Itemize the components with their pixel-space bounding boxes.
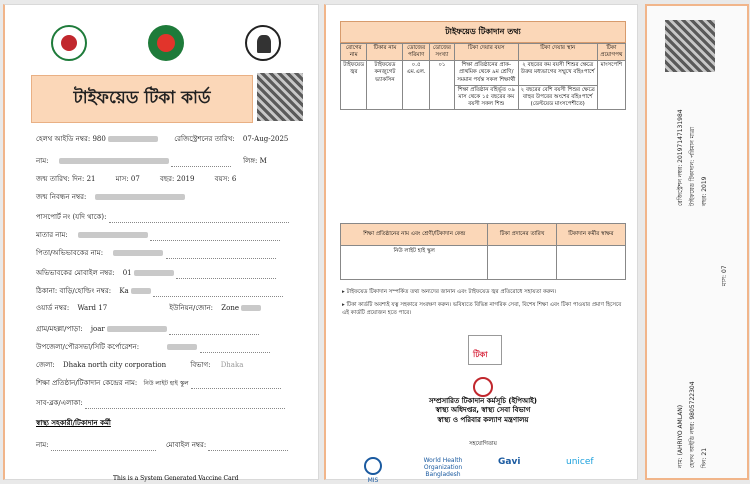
stub-info: টাইফয়েড টিকাদান: পরিমান মাত্রা [689, 127, 696, 206]
birth-reg-row: জন্ম নিবন্ধন নম্বর: [36, 191, 185, 203]
table-header: টিকা প্রদানের তারিখ [488, 224, 556, 246]
table-header: টিকা প্রয়োগপথ [597, 44, 625, 61]
health-id-row: হেলথ আইডি নম্বর: 980 রেজিস্ট্রেশনের তারিখ: 07-Aug-2025 [36, 135, 289, 143]
table-header: ডোজের পরিমাণ [403, 44, 430, 61]
dob-row: জন্ম তারিখ: দিন: 21 মাস: 07 বছর: 2019 বয়স: 6 [36, 175, 237, 183]
mis-logo-icon: MIS [364, 457, 382, 484]
institution-row: শিক্ষা প্রতিষ্ঠান/টিকাদান কেন্দ্রের নাম: নিউ লাইট হাই স্কুল [36, 377, 281, 389]
table-header: শিক্ষা প্রতিষ্ঠানের নাম এবং শ্রেণী/টিকাদান কেন্দ্র [341, 224, 488, 246]
mobile-row: অভিভাবকের মোবাইল নম্বর: 01 [36, 267, 276, 279]
card-care-note: ▸ টিকা কার্ডটি অবশ্যই যত্ন সহকারে সংরক্ষণ করুন। ভবিষ্যতে বিভিন্ন নাগরিক সেবা, বিশেষ শিক্ষা এবং টিকা পাওয়ার প্রমাণ হিসেবে এই কার্ডটি প্রয়োজন হতে পারে। [342, 302, 626, 317]
gavi-logo-icon: Gavi [498, 457, 521, 467]
epi-logo-icon [473, 377, 493, 397]
qr-code-icon [257, 73, 303, 121]
table-header: রোগের নাম [341, 44, 367, 61]
who-logo-icon: World Health Organization Bangladesh [423, 457, 463, 478]
subblock-row: সাব-ব্লক/এলাকা: [36, 397, 285, 409]
worker-row: নাম: মোবাইল নম্বর: [36, 439, 288, 451]
header-logos [51, 23, 281, 71]
name-row: নাম: লিঙ্গ: M [36, 157, 267, 165]
stub-health-id: হেলথ আইডি নম্বর: 9805722304 [689, 381, 696, 468]
district-row: জেলা: Dhaka north city corporation বিভাগ: Dhaka [36, 361, 244, 369]
mother-row: মাতার নাম: [36, 229, 280, 241]
organization-block: সম্প্রসারিত টিকাদান কর্মসূচি (ইপিআই) স্বাস্থ্য অধিদপ্তর, স্বাস্থ্য সেবা বিভাগ স্বাস্থ্য ও পরিবার কল্যাণ মন্ত্রণালয় [428, 397, 538, 424]
tika-logo-icon: টিকা [468, 335, 502, 365]
sex-value: M [259, 157, 267, 165]
stub-day: দিন: 21 [701, 447, 708, 468]
worker-section-title: স্বাস্থ্য সহকারী/টিকাদান কর্মী [36, 419, 111, 427]
dghs-logo-icon [51, 25, 87, 61]
epi-logo-icon [245, 25, 281, 61]
table-header: টিকা দেয়ার স্থান [518, 44, 597, 61]
village-row: গ্রাম/মহল্লা/পাড়া: joar [36, 323, 259, 335]
table-header: টিকা দেয়ার বয়স [454, 44, 518, 61]
stub-name: নাম: (AHRIYO AMLAN) [677, 404, 684, 468]
table-header: ডোজের সংখ্যা [429, 44, 454, 61]
ward-row: ওয়ার্ড নম্বর: Ward 17 ইউনিয়ন/জোন: Zone [36, 302, 261, 314]
upazila-row: উপজেলা/পৌরসভা/সিটি কর্পোরেশন: [36, 341, 270, 353]
table-row: নিউ লাইট হাই স্কুল [341, 246, 626, 280]
system-generated-note: This is a System Generated Vaccine Card [113, 475, 239, 482]
info-heading: টাইফয়েড টিকাদান তথ্য [340, 21, 626, 43]
qr-code-icon [665, 20, 715, 72]
info-note: ▸ টাইফয়েড টিকাদান সম্পর্কিত তথ্য অন্যদের জানান এবং টাইফয়েড জ্বর প্রতিরোধে সহায়তা করুন। [342, 289, 626, 297]
vaccine-card-front [3, 4, 319, 480]
vaccination-site-table [340, 223, 626, 280]
passport-row: পাসপোর্ট নং (যদি থাকে): [36, 211, 289, 223]
guardian-row: পিতা/অভিভাবকের নাম: [36, 247, 276, 259]
vaccine-card-back [324, 4, 638, 484]
table-header: টিকার নাম [367, 44, 403, 61]
vaccine-info-table [340, 43, 626, 110]
vaccine-card-stub [645, 4, 749, 480]
table-row: শিক্ষা প্রতিষ্ঠান বহির্ভূত ০৯ মাস থেকে ১৫ বছরের কম বয়সী সকল শিশু ২ বছরের বেশি বয়সী শিশুর ক্ষেত্রে বাহুর উপরের অংশের বহিঃপার্শে (ডেল্টয়েড মাংসপেশীতে) [341, 85, 626, 109]
stub-month: মাস: 07 [721, 265, 728, 286]
registration-date: 07-Aug-2025 [242, 135, 289, 143]
collaboration-label: সহযোগিতায় [469, 441, 497, 447]
government-seal-icon [148, 25, 184, 61]
table-header: টিকাদান কর্মীর স্বাক্ষর [556, 224, 625, 246]
stub-year: বছর: 2019 [701, 176, 708, 206]
table-row: টাইফয়েড জ্বর টাইফয়েড কনজুগেট ভ্যাকসিন ০.৫ এম.এল. ০১ শিক্ষা প্রতিষ্ঠানের প্রাক-প্রাথমিক থেকে ৯ম শ্রেণি/সমমান পর্যন্ত সকল শিক্ষার্থী ২ বছরের কম বয়সী শিশুর ক্ষেত্রে উরুর মধ্যভাগের সম্মুখে বহিঃপার্শে মাংসপেশি [341, 61, 626, 85]
card-title: টাইফয়েড টিকা কার্ড [31, 75, 253, 123]
unicef-logo-icon: unicef [566, 457, 594, 467]
health-id-value: 980 [92, 135, 106, 143]
address-row: ঠিকানা: বাড়ি/হোল্ডিং নম্বর: Ka [36, 285, 283, 297]
stub-reg-number: রেজিস্ট্রেশন নম্বর: 20197147131984 [677, 109, 684, 206]
